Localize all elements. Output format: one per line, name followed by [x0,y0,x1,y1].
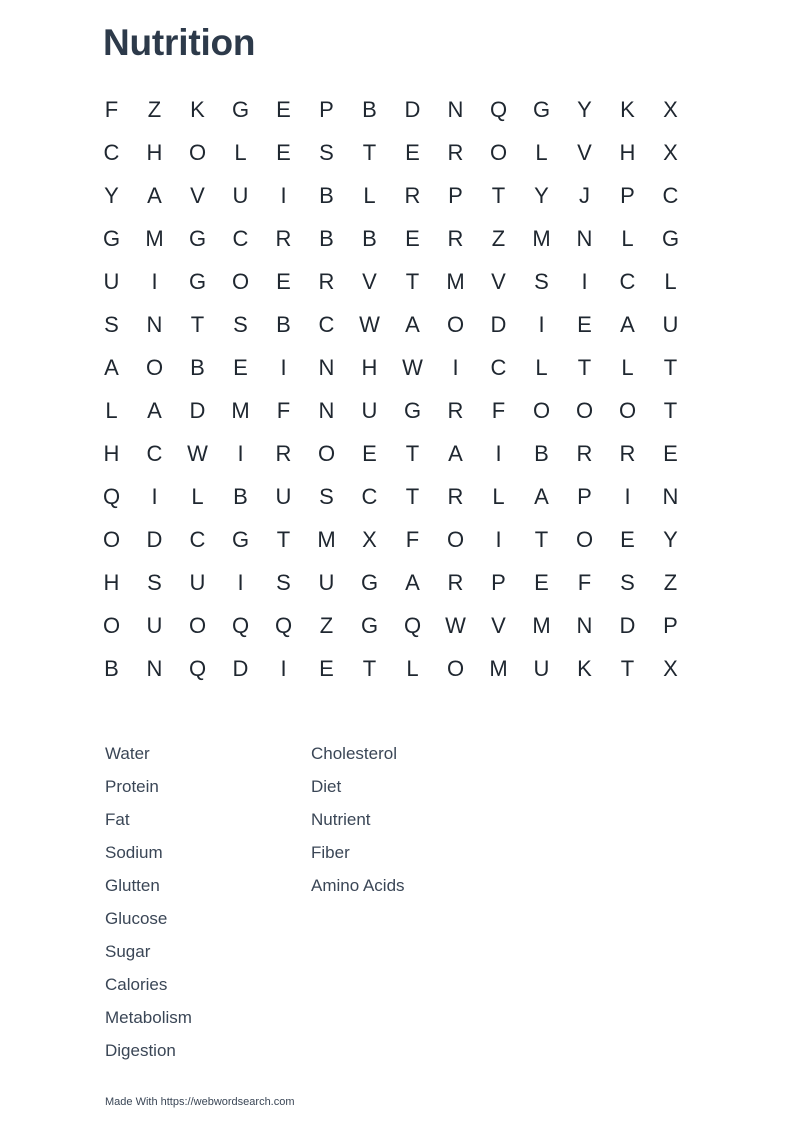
grid-letter[interactable]: E [362,441,377,466]
grid-letter[interactable]: Q [403,613,422,638]
grid-letter[interactable]: X [663,97,678,122]
grid-letter[interactable]: R [447,484,464,509]
grid-letter[interactable]: F [405,527,420,552]
grid-row [90,389,692,432]
grid-letter[interactable]: F [276,398,291,423]
grid-letter[interactable]: N [318,398,335,423]
grid-letter[interactable]: E [620,527,635,552]
grid-letter[interactable]: O [618,398,637,423]
word-item: Sodium [105,843,163,862]
grid-letter[interactable]: R [447,140,464,165]
grid-letter[interactable]: T [405,269,420,294]
grid-letter[interactable]: V [491,613,506,638]
grid-letter[interactable]: O [446,312,465,337]
grid-letter[interactable]: D [619,613,636,638]
word-item: Cholesterol [311,744,397,763]
grid-row [90,260,692,303]
grid-letter[interactable]: H [361,355,378,380]
grid-letter[interactable]: P [577,484,592,509]
grid-letter[interactable]: W [445,613,466,638]
word-item: Nutrient [311,810,371,829]
grid-letter[interactable]: L [492,484,505,509]
grid-letter[interactable]: P [663,613,678,638]
word-list [105,737,405,1067]
grid-letter[interactable]: I [538,312,545,337]
grid-row [90,604,692,647]
grid-letter[interactable]: N [146,656,163,681]
grid-letter[interactable]: M [446,269,465,294]
grid-letter[interactable]: P [448,183,463,208]
grid-letter[interactable]: O [446,527,465,552]
word-item: Glutten [105,876,160,895]
grid-letter[interactable]: I [280,355,287,380]
word-column [311,737,405,1067]
grid-row [90,131,692,174]
grid-letter[interactable]: I [280,183,287,208]
grid-letter[interactable]: K [577,656,592,681]
grid-letter[interactable]: B [362,97,377,122]
grid-letter[interactable]: E [276,97,291,122]
grid-letter[interactable]: E [577,312,592,337]
page-title: Nutrition [103,22,256,63]
grid-letter[interactable]: R [619,441,636,466]
grid-letter[interactable]: E [319,656,334,681]
grid-letter[interactable]: M [532,226,551,251]
grid-letter[interactable]: B [534,441,549,466]
grid-letter[interactable]: L [105,398,118,423]
grid-letter[interactable]: O [145,355,164,380]
grid-letter[interactable]: T [362,656,377,681]
word-item: Diet [311,777,342,796]
grid-letter[interactable]: S [534,269,549,294]
grid-letter[interactable]: D [490,312,507,337]
grid-letter[interactable]: I [495,527,502,552]
grid-letter[interactable]: B [104,656,119,681]
grid-letter[interactable]: U [662,312,679,337]
grid-letter[interactable]: X [663,140,678,165]
grid-letter[interactable]: S [147,570,162,595]
grid-letter[interactable]: Q [102,484,121,509]
grid-letter[interactable]: H [103,441,120,466]
footer-credit: Made With https://webwordsearch.com [105,1096,295,1108]
grid-letter[interactable]: O [188,140,207,165]
grid-letter[interactable]: O [446,656,465,681]
grid-letter[interactable]: H [103,570,120,595]
grid-letter[interactable]: M [145,226,164,251]
grid-letter[interactable]: G [661,226,680,251]
grid-letter[interactable]: A [405,312,420,337]
grid-letter[interactable]: N [318,355,335,380]
grid-letter[interactable]: Q [274,613,293,638]
grid-letter[interactable]: M [489,656,508,681]
word-item: Calories [105,975,168,994]
grid-letter[interactable]: G [532,97,551,122]
word-item: Fiber [311,843,350,862]
grid-letter[interactable]: T [405,441,420,466]
word-item: Digestion [105,1041,176,1060]
grid-letter[interactable]: V [362,269,377,294]
grid-letter[interactable]: O [231,269,250,294]
grid-letter[interactable]: A [147,398,162,423]
grid-letter[interactable]: I [452,355,459,380]
grid-letter[interactable]: O [575,527,594,552]
grid-letter[interactable]: R [275,441,292,466]
grid-letter[interactable]: I [151,484,158,509]
grid-letter[interactable]: L [234,140,247,165]
grid-letter[interactable]: T [663,355,678,380]
grid-letter[interactable]: L [535,355,548,380]
grid-letter[interactable]: L [406,656,419,681]
grid-letter[interactable]: K [190,97,205,122]
grid-letter[interactable]: P [319,97,334,122]
grid-letter[interactable]: B [276,312,291,337]
grid-letter[interactable]: B [190,355,205,380]
grid-letter[interactable]: Q [231,613,250,638]
grid-letter[interactable]: W [359,312,380,337]
grid-letter[interactable]: Y [534,183,549,208]
grid-letter[interactable]: R [447,226,464,251]
grid-letter[interactable]: E [276,269,291,294]
grid-letter[interactable]: A [147,183,162,208]
word-item: Amino Acids [311,876,405,895]
grid-letter[interactable]: Y [663,527,678,552]
grid-letter[interactable]: W [402,355,423,380]
grid-letter[interactable]: D [232,656,249,681]
grid-letter[interactable]: E [276,140,291,165]
grid-letter[interactable]: E [405,226,420,251]
grid-letter[interactable]: L [191,484,204,509]
grid-letter[interactable]: O [102,613,121,638]
grid-letter[interactable]: U [318,570,335,595]
grid-letter[interactable]: M [317,527,336,552]
grid-letter[interactable]: D [189,398,206,423]
grid-letter[interactable]: M [231,398,250,423]
grid-letter[interactable]: G [188,226,207,251]
grid-letter[interactable]: O [188,613,207,638]
word-column [105,737,311,1067]
word-item: Protein [105,777,159,796]
grid-letter[interactable]: U [189,570,206,595]
grid-letter[interactable]: C [619,269,636,294]
grid-letter[interactable]: A [405,570,420,595]
grid-letter[interactable]: A [620,312,635,337]
grid-letter[interactable]: F [577,570,592,595]
grid-letter[interactable]: R [447,398,464,423]
grid-letter[interactable]: U [146,613,163,638]
grid-letter[interactable]: P [620,183,635,208]
word-item: Sugar [105,942,151,961]
grid-letter[interactable]: C [189,527,206,552]
grid-row [90,647,692,690]
grid-row [90,88,692,131]
grid-letter[interactable]: S [620,570,635,595]
grid-letter[interactable]: L [535,140,548,165]
grid-letter[interactable]: L [664,269,677,294]
grid-letter[interactable]: N [662,484,679,509]
grid-letter[interactable]: O [532,398,551,423]
grid-letter[interactable]: E [663,441,678,466]
grid-letter[interactable]: V [491,269,506,294]
grid-letter[interactable]: S [104,312,119,337]
grid-letter[interactable]: T [276,527,291,552]
grid-letter[interactable]: Z [147,97,162,122]
grid-letter[interactable]: L [621,355,634,380]
letter-grid [90,88,692,690]
word-item: Water [105,744,150,763]
grid-letter[interactable]: U [361,398,378,423]
grid-letter[interactable]: G [102,226,121,251]
grid-letter[interactable]: A [448,441,463,466]
grid-letter[interactable]: W [187,441,208,466]
grid-letter[interactable]: C [318,312,335,337]
grid-letter[interactable]: I [151,269,158,294]
grid-letter[interactable]: I [237,570,244,595]
grid-letter[interactable]: I [280,656,287,681]
grid-letter[interactable]: T [534,527,549,552]
grid-letter[interactable]: T [663,398,678,423]
grid-letter[interactable]: L [621,226,634,251]
grid-letter[interactable]: C [103,140,120,165]
grid-letter[interactable]: N [447,97,464,122]
grid-letter[interactable]: G [403,398,422,423]
grid-letter[interactable]: E [233,355,248,380]
grid-letter[interactable]: N [576,613,593,638]
grid-letter[interactable]: Y [104,183,119,208]
grid-letter[interactable]: T [405,484,420,509]
grid-letter[interactable]: S [319,484,334,509]
grid-row [90,174,692,217]
grid-letter[interactable]: V [190,183,205,208]
word-item: Glucose [105,909,168,928]
grid-letter[interactable]: L [363,183,376,208]
grid-letter[interactable]: E [534,570,549,595]
grid-letter[interactable]: D [146,527,163,552]
grid-letter[interactable]: C [361,484,378,509]
grid-letter[interactable]: I [624,484,631,509]
grid-letter[interactable]: S [233,312,248,337]
grid-letter[interactable]: S [319,140,334,165]
grid-letter[interactable]: R [404,183,421,208]
grid-letter[interactable]: P [491,570,506,595]
grid-letter[interactable]: A [104,355,119,380]
grid-letter[interactable]: T [491,183,506,208]
grid-letter[interactable]: Z [491,226,506,251]
grid-letter[interactable]: U [533,656,550,681]
grid-row [90,432,692,475]
grid-letter[interactable]: Q [188,656,207,681]
grid-letter[interactable]: U [232,183,249,208]
grid-letter[interactable]: B [233,484,248,509]
grid-letter[interactable]: Z [319,613,334,638]
grid-letter[interactable]: J [579,183,590,208]
grid-letter[interactable]: G [231,527,250,552]
grid-letter[interactable]: G [188,269,207,294]
grid-letter[interactable]: Z [663,570,678,595]
grid-letter[interactable]: D [404,97,421,122]
grid-letter[interactable]: O [489,140,508,165]
grid-letter[interactable]: C [490,355,507,380]
grid-row [90,518,692,561]
grid-letter[interactable]: B [362,226,377,251]
grid-letter[interactable]: R [447,570,464,595]
grid-letter[interactable]: N [146,312,163,337]
grid-letter[interactable]: G [360,613,379,638]
grid-row [90,303,692,346]
grid-letter[interactable]: B [319,226,334,251]
grid-letter[interactable]: I [581,269,588,294]
grid-letter[interactable]: U [275,484,292,509]
grid-row [90,561,692,604]
grid-letter[interactable]: N [576,226,593,251]
grid-letter[interactable]: E [405,140,420,165]
grid-letter[interactable]: Q [489,97,508,122]
grid-letter[interactable]: Y [577,97,592,122]
grid-letter[interactable]: O [102,527,121,552]
grid-letter[interactable]: I [237,441,244,466]
grid-letter[interactable]: F [491,398,506,423]
grid-letter[interactable]: M [532,613,551,638]
grid-letter[interactable]: K [620,97,635,122]
grid-row [90,475,692,518]
grid-letter[interactable]: T [190,312,205,337]
grid-letter[interactable]: G [231,97,250,122]
grid-letter[interactable]: T [577,355,592,380]
grid-letter[interactable]: R [275,226,292,251]
grid-letter[interactable]: S [276,570,291,595]
grid-letter[interactable]: H [619,140,636,165]
grid-letter[interactable]: A [534,484,549,509]
grid-letter[interactable]: X [362,527,377,552]
grid-letter[interactable]: H [146,140,163,165]
grid-letter[interactable]: C [146,441,163,466]
grid-letter[interactable]: T [620,656,635,681]
grid-letter[interactable]: U [103,269,120,294]
grid-letter[interactable]: G [360,570,379,595]
grid-letter[interactable]: B [319,183,334,208]
grid-letter[interactable]: T [362,140,377,165]
word-item: Metabolism [105,1008,192,1027]
grid-letter[interactable]: C [232,226,249,251]
grid-letter[interactable]: X [663,656,678,681]
word-item: Fat [105,810,130,829]
grid-letter[interactable]: R [576,441,593,466]
grid-row [90,217,692,260]
grid-letter[interactable]: C [662,183,679,208]
grid-letter[interactable]: F [104,97,119,122]
grid-letter[interactable]: I [495,441,502,466]
grid-letter[interactable]: O [317,441,336,466]
grid-row [90,346,692,389]
grid-letter[interactable]: R [318,269,335,294]
grid-letter[interactable]: V [577,140,592,165]
grid-letter[interactable]: O [575,398,594,423]
